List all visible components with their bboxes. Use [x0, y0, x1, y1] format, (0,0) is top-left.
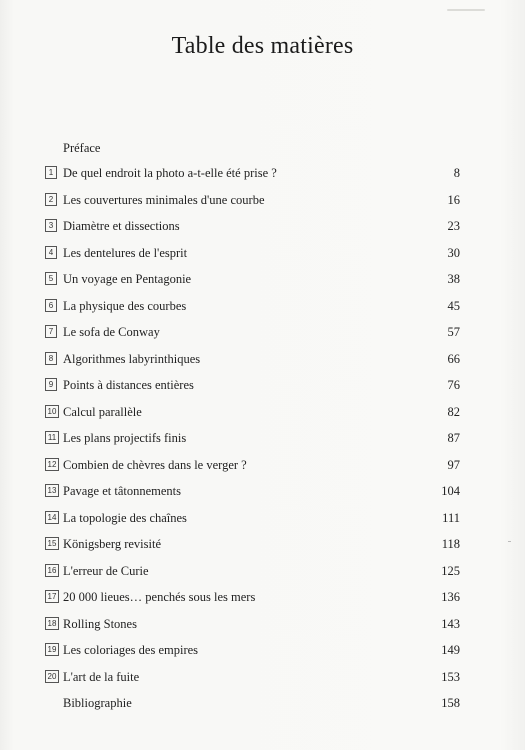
bibliography-entry	[45, 696, 460, 718]
toc-entry	[45, 537, 460, 564]
chapter-page-number: 125	[441, 563, 460, 578]
chapter-page-number: 104	[441, 484, 460, 498]
chapter-title: Points à distances entières	[63, 378, 194, 392]
chapter-page-number: 76	[447, 378, 460, 392]
chapter-title: Un voyage en Pentagonie	[63, 272, 192, 286]
chapter-page-number: 149	[441, 643, 460, 657]
preface-entry: Préface	[63, 141, 101, 155]
chapter-page-number: 118	[441, 537, 460, 551]
chapter-number-box: 19	[45, 643, 59, 656]
chapter-title: Pavage et tâtonnements	[63, 484, 182, 498]
chapter-page-number: 8	[453, 166, 460, 180]
chapter-title: 20 000 lieues… penchés sous les mers	[63, 590, 256, 604]
chapter-number-box: 9	[45, 378, 57, 391]
toc-entry	[45, 325, 460, 352]
chapter-page-number: 30	[447, 245, 460, 260]
chapter-title: Calcul parallèle	[63, 404, 142, 419]
chapter-number-box: 8	[45, 352, 57, 365]
chapter-number-box: 14	[45, 511, 59, 524]
chapter-number-box: 20	[45, 670, 59, 683]
chapter-title: Königsberg revisité	[63, 537, 162, 551]
toc-entry	[45, 564, 460, 591]
chapter-title: Le sofa de Conway	[63, 325, 160, 339]
chapter-title: Les couvertures minimales d'une courbe	[63, 192, 265, 207]
chapter-number-box: 10	[45, 405, 59, 418]
toc-entry	[45, 484, 460, 511]
toc-entry	[45, 299, 460, 326]
chapter-title: Rolling Stones	[63, 616, 137, 631]
chapter-number-box: 3	[45, 219, 57, 232]
bibliography-label: Bibliographie	[63, 696, 132, 710]
chapter-page-number: 153	[441, 669, 460, 684]
toc-entry	[45, 405, 460, 432]
toc-entry	[45, 617, 460, 644]
chapter-number-box: 4	[45, 246, 57, 259]
chapter-page-number: 38	[447, 272, 460, 286]
chapter-page-number: 87	[447, 431, 460, 445]
chapter-title: L'erreur de Curie	[63, 563, 149, 578]
chapter-number-box: 15	[45, 537, 59, 550]
chapter-page-number: 66	[447, 351, 460, 366]
chapter-title: L'art de la fuite	[63, 669, 140, 684]
toc-entry	[45, 643, 460, 670]
chapter-page-number: 23	[447, 219, 460, 233]
toc-entry	[45, 590, 460, 617]
chapter-title: Diamètre et dissections	[63, 219, 180, 233]
chapter-number-box: 11	[45, 431, 59, 444]
chapter-number-box: 13	[45, 484, 59, 497]
chapter-page-number: 111	[442, 510, 460, 525]
chapter-page-number: 82	[447, 404, 460, 419]
chapter-number-box: 17	[45, 590, 59, 603]
chapter-title: Les coloriages des empires	[63, 643, 199, 657]
chapter-title: De quel endroit la photo a-t-elle été prise ?	[63, 166, 277, 180]
toc-entry	[45, 458, 460, 485]
chapter-title: Combien de chèvres dans le verger ?	[63, 457, 247, 472]
chapter-title: Les dentelures de l'esprit	[63, 245, 188, 260]
toc-entry	[45, 166, 460, 193]
toc-entry	[45, 378, 460, 405]
page-title: Table des matières	[171, 33, 354, 59]
chapter-title: La physique des courbes	[63, 298, 187, 313]
toc-entry	[45, 193, 460, 220]
toc-entry	[45, 352, 460, 379]
chapter-page-number: 143	[441, 616, 460, 631]
toc-entry	[45, 431, 460, 458]
page-mark	[447, 9, 485, 11]
bibliography-page-number: 158	[441, 696, 460, 710]
chapter-page-number: 136	[441, 590, 460, 604]
chapter-title: Les plans projectifs finis	[63, 431, 187, 445]
toc-entry	[45, 272, 460, 299]
chapter-number-box: 12	[45, 458, 59, 471]
chapter-number-box: 5	[45, 272, 57, 285]
chapter-page-number: 57	[447, 325, 460, 339]
chapter-number-box: 7	[45, 325, 57, 338]
chapter-number-box: 18	[45, 617, 59, 630]
chapter-title: Algorithmes labyrinthiques	[63, 351, 201, 366]
chapter-page-number: 97	[447, 457, 460, 472]
chapter-number-box: 16	[45, 564, 59, 577]
toc-entry	[45, 246, 460, 273]
toc-entry	[45, 670, 460, 697]
toc-entry	[45, 219, 460, 246]
page-speck	[508, 541, 511, 542]
chapter-number-box: 2	[45, 193, 57, 206]
chapter-number-box: 1	[45, 166, 57, 179]
toc-entry	[45, 511, 460, 538]
chapter-title: La topologie des chaînes	[63, 510, 187, 525]
chapter-page-number: 16	[447, 192, 460, 207]
chapter-page-number: 45	[447, 298, 460, 313]
chapter-number-box: 6	[45, 299, 57, 312]
table-of-contents	[45, 166, 460, 718]
